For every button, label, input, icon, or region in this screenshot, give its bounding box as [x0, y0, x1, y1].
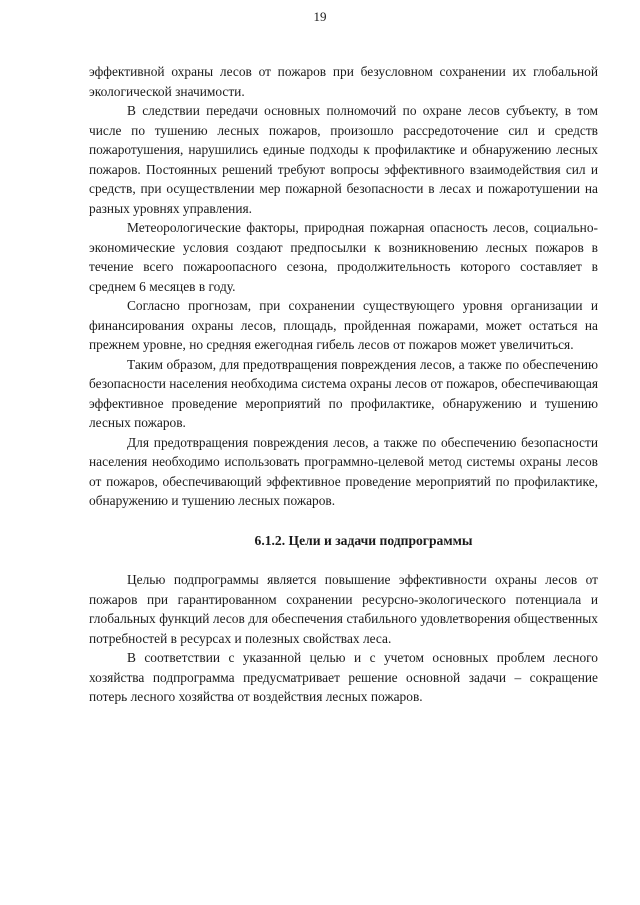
paragraph: эффективной охраны лесов от пожаров при безусловном сохранении их глобальной экологической значимости. — [89, 64, 598, 99]
paragraph: Согласно прогнозам, при сохранении существующего уровня организации и финансирования охраны лесов, площадь, пройденная пожарами, может остаться на прежнем уровне, но средняя ежегодная гибель лесов от пожаров может увеличиться. — [89, 298, 598, 352]
paragraph: В следствии передачи основных полномочий по охране лесов субъекту, в том числе по тушению лесных пожаров, произошло рассредоточение сил и средств пожаротушения, нарушились единые подходы к профилактике и обнаружению лесных пожаров. Постоянных решений требуют вопросы эффективного взаимодействия сил и средств, при осуществлении мер пожарной безопасности в лесах и пожаротушении на разных уровнях управления. — [89, 103, 598, 216]
paragraph: Метеорологические факторы, природная пожарная опасность лесов, социально-экономические условия создают предпосылки к возникновению лесных пожаров в течение всего пожароопасного сезона, продолжительность которого составляет в среднем 6 месяцев в году. — [89, 220, 598, 294]
paragraph: Целью подпрограммы является повышение эффективности охраны лесов от пожаров при гарантированном сохранении ресурсно-экологического потенциала и глобальных функций лесов для обеспечения стабильного удовлетворения общественных потребностей в ресурсах и полезных свойствах леса. — [89, 572, 598, 646]
paragraph: Таким образом, для предотвращения повреждения лесов, а также по обеспечению безопасности населения необходима система охраны лесов от пожаров, обеспечивающая эффективное проведение мероприятий по профилактике, обнаружению и тушению лесных пожаров. — [89, 356, 598, 430]
section-heading: 6.1.2. Цели и задачи подпрограммы — [254, 532, 473, 548]
document-body — [89, 62, 598, 707]
paragraph: В соответствии с указанной целью и с учетом основных проблем лесного хозяйства подпрограмма предусматривает решение основной задачи – сокращение потерь лесного хозяйства от воздействия лесных пожаров. — [89, 650, 598, 704]
paragraph: Для предотвращения повреждения лесов, а также по обеспечению безопасности населения необходимо использовать программно-целевой метод системы охраны лесов от пожаров, обеспечивающий эффективное проведение мероприятий по профилактике, обнаружению и тушению лесных пожаров. — [89, 434, 598, 508]
page-number: 19 — [313, 9, 327, 24]
